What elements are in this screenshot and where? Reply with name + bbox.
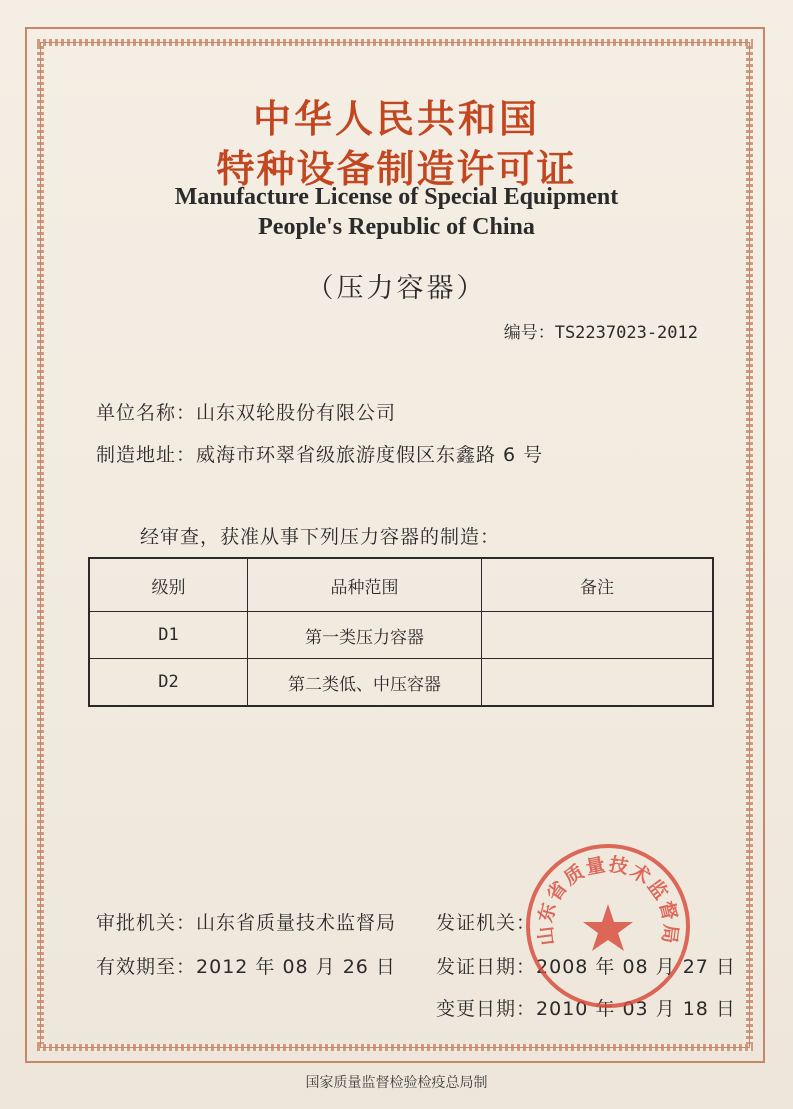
row-remarks [482, 612, 714, 659]
title-cn-line1: 中华人民共和国 [252, 97, 540, 141]
valid-until-row [96, 952, 396, 979]
change-date-value: 2010 年 03 月 18 日 [536, 998, 736, 1020]
approval-statement: 经审查，获准从事下列压力容器的制造： [140, 526, 501, 548]
star-icon [583, 904, 633, 951]
table-row [89, 612, 713, 659]
category-subtitle: （压力容器） [306, 273, 487, 304]
address-value: 威海市环翠省级旅游度假区东鑫路 6 号 [196, 444, 544, 466]
issue-date-label: 发证日期： [436, 956, 537, 978]
license-number [504, 318, 698, 343]
address-label: 制造地址： [96, 444, 197, 466]
seal-text: 山东省质量技术监督局 [534, 853, 682, 947]
official-seal [524, 842, 692, 1010]
table-row [89, 659, 713, 707]
row-level: D2 [89, 659, 248, 707]
license-number-value: TS2237023-2012 [554, 323, 698, 343]
unit-name-label: 单位名称： [96, 402, 197, 424]
row-level: D1 [89, 612, 248, 659]
unit-name-row [96, 398, 396, 425]
valid-until-value: 2012 年 08 月 26 日 [196, 956, 396, 978]
address-row [96, 440, 543, 467]
table-header-row [89, 558, 713, 612]
issuer-row [436, 908, 536, 935]
unit-name-value: 山东双轮股份有限公司 [196, 402, 397, 424]
title-en-line2: People's Republic of China [258, 214, 535, 240]
row-scope: 第二类低、中压容器 [248, 659, 482, 707]
title-cn-line2: 特种设备制造许可证 [216, 147, 577, 191]
title-en-line1: Manufacture License of Special Equipment [174, 184, 619, 210]
header-level: 级别 [89, 558, 248, 612]
issue-date-value: 2008 年 08 月 27 日 [536, 956, 736, 978]
approver-label: 审批机关： [96, 912, 197, 934]
valid-until-label: 有效期至： [96, 956, 197, 978]
header-scope: 品种范围 [248, 558, 482, 612]
row-remarks [482, 659, 714, 707]
issuing-authority-footer: 国家质量监督检验检疫总局制 [305, 1075, 488, 1091]
approver-row [96, 908, 396, 935]
header-remarks: 备注 [482, 558, 714, 612]
license-number-label: 编号： [503, 323, 555, 343]
scope-table [88, 557, 714, 707]
change-date-label: 变更日期： [436, 998, 537, 1020]
issuer-label: 发证机关： [436, 912, 537, 934]
row-scope: 第一类压力容器 [248, 612, 482, 659]
approver-value: 山东省质量技术监督局 [196, 912, 397, 934]
